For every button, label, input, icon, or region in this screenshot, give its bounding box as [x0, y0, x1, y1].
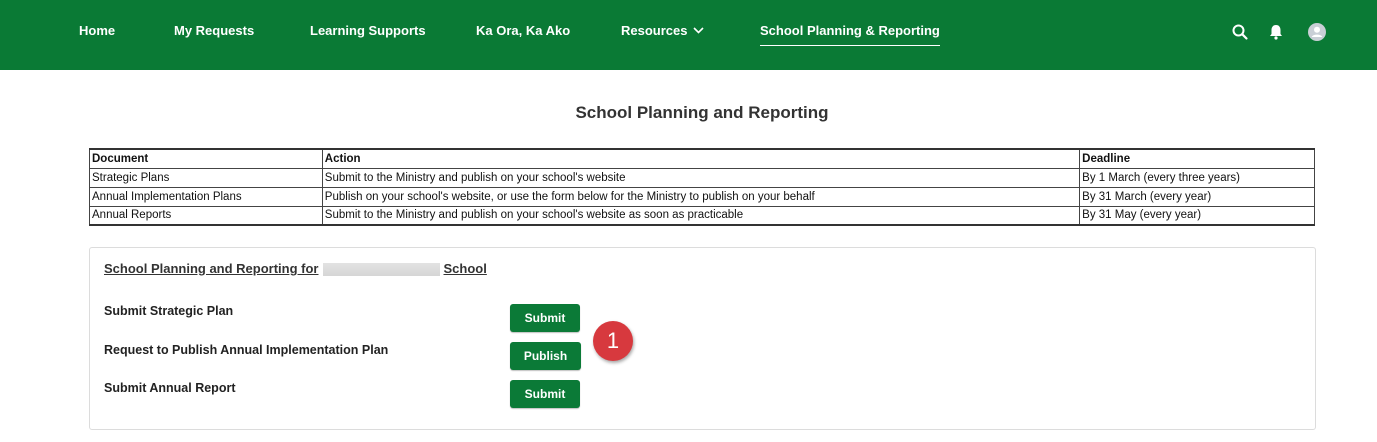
table-cell: Strategic Plans: [90, 168, 323, 187]
nav-resources[interactable]: [621, 22, 704, 40]
page-title: School Planning and Reporting: [575, 103, 829, 122]
submit-annual-report-label: Submit Annual Report: [104, 381, 236, 395]
header-action: Action: [322, 149, 1079, 168]
nav-learning-supports[interactable]: Learning Supports: [310, 23, 426, 38]
table-row: [90, 168, 1315, 187]
step-callout-badge: 1: [593, 321, 633, 361]
bell-icon[interactable]: [1266, 22, 1286, 42]
user-icon[interactable]: [1307, 22, 1327, 42]
table-header-row: [90, 149, 1315, 168]
table-cell: Publish on your school's website, or use the form below for the Ministry to publish on your behalf: [322, 187, 1079, 206]
table-row: [90, 187, 1315, 206]
nav-home[interactable]: Home: [79, 23, 116, 38]
table-cell: Annual Reports: [90, 206, 323, 225]
chevron-down-icon: [693, 27, 704, 34]
submit-strategic-plan-label: Submit Strategic Plan: [104, 304, 234, 318]
table-cell: By 1 March (every three years): [1080, 168, 1315, 187]
nav-school-planning-reporting[interactable]: School Planning & Reporting: [760, 22, 940, 46]
top-navbar: [0, 0, 1377, 70]
table-row: [90, 206, 1315, 225]
header-document: Document: [90, 149, 323, 168]
nav-ka-ora-ka-ako[interactable]: Ka Ora, Ka Ako: [476, 23, 571, 38]
panel-heading: [104, 261, 487, 276]
publish-annual-implementation-plan-label: Request to Publish Annual Implementation Plan: [104, 343, 389, 357]
table-cell: Submit to the Ministry and publish on your school's website as soon as practicable: [322, 206, 1079, 225]
table-cell: Annual Implementation Plans: [90, 187, 323, 206]
submit-strategic-plan-button[interactable]: Submit: [510, 304, 580, 332]
panel-heading-prefix: School Planning and Reporting for: [104, 261, 319, 276]
nav-my-requests[interactable]: My Requests: [174, 23, 255, 38]
header-deadline: Deadline: [1080, 149, 1315, 168]
document-deadlines-table: [89, 148, 1315, 226]
panel-heading-suffix: School: [443, 261, 487, 276]
redacted-school-name: [323, 263, 440, 276]
submit-annual-report-button[interactable]: Submit: [510, 380, 580, 408]
table-cell: By 31 March (every year): [1080, 187, 1315, 206]
publish-annual-implementation-plan-button[interactable]: Publish: [510, 342, 581, 370]
search-icon[interactable]: [1230, 22, 1250, 42]
school-planning-panel: [89, 247, 1316, 430]
table-cell: Submit to the Ministry and publish on your school's website: [322, 168, 1079, 187]
nav-resources-label: Resources: [621, 23, 688, 38]
table-cell: By 31 May (every year): [1080, 206, 1315, 225]
